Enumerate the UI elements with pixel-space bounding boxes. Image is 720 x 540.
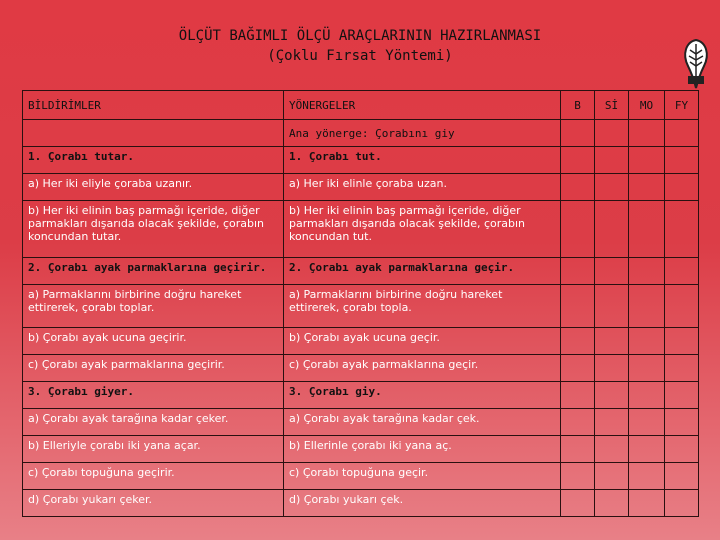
score-cell[interactable] (629, 355, 665, 382)
score-cell[interactable] (595, 490, 629, 517)
score-cell[interactable] (629, 285, 665, 328)
yonerge-cell: a) Çorabı ayak tarağına kadar çek. (284, 409, 561, 436)
bildirim-cell: a) Her iki eliyle çoraba uzanır. (23, 174, 284, 201)
score-cell[interactable] (595, 120, 629, 147)
table-row (23, 147, 699, 174)
bildirim-cell: c) Çorabı topuğuna geçirir. (23, 463, 284, 490)
score-cell[interactable] (629, 490, 665, 517)
score-cell[interactable] (665, 147, 699, 174)
score-cell[interactable] (561, 382, 595, 409)
bildirim-cell: a) Çorabı ayak tarağına kadar çeker. (23, 409, 284, 436)
table-row (23, 258, 699, 285)
score-cell[interactable] (665, 463, 699, 490)
bildirim-cell: b) Çorabı ayak ucuna geçirir. (23, 328, 284, 355)
score-cell[interactable] (665, 355, 699, 382)
score-cell[interactable] (561, 285, 595, 328)
table-row (23, 463, 699, 490)
table-row (23, 409, 699, 436)
score-cell[interactable] (595, 355, 629, 382)
score-cell[interactable] (629, 436, 665, 463)
score-cell[interactable] (561, 463, 595, 490)
score-cell[interactable] (595, 382, 629, 409)
score-cell[interactable] (629, 382, 665, 409)
score-cell[interactable] (665, 201, 699, 258)
yonerge-cell: a) Parmaklarını birbirine doğru hareket ettirerek, çorabı topla. (284, 285, 561, 328)
score-cell[interactable] (561, 409, 595, 436)
score-cell[interactable] (561, 355, 595, 382)
score-cell[interactable] (665, 285, 699, 328)
score-cell[interactable] (665, 490, 699, 517)
score-cell[interactable] (629, 258, 665, 285)
score-cell[interactable] (665, 328, 699, 355)
score-cell[interactable] (561, 201, 595, 258)
score-cell[interactable] (561, 147, 595, 174)
table-row (23, 436, 699, 463)
header-row (23, 91, 699, 120)
quill-pen-icon (676, 36, 716, 92)
score-cell[interactable] (665, 436, 699, 463)
yonerge-cell: c) Çorabı topuğuna geçir. (284, 463, 561, 490)
table-row (23, 201, 699, 258)
yonerge-cell: a) Her iki elinle çoraba uzan. (284, 174, 561, 201)
yonerge-cell: d) Çorabı yukarı çek. (284, 490, 561, 517)
score-cell[interactable] (629, 409, 665, 436)
header-si: Sİ (595, 91, 629, 120)
score-cell[interactable] (561, 174, 595, 201)
score-cell[interactable] (595, 147, 629, 174)
score-cell[interactable] (629, 328, 665, 355)
header-fy: FY (665, 91, 699, 120)
score-cell[interactable] (665, 174, 699, 201)
yonerge-cell: c) Çorabı ayak parmaklarına geçir. (284, 355, 561, 382)
header-bildirimler: BİLDİRİMLER (23, 91, 284, 120)
bildirim-cell: b) Her iki elinin baş parmağı içeride, diğer parmakları dışarıda olacak şekilde, çorabın koncundan tutar. (23, 201, 284, 258)
header-b: B (561, 91, 595, 120)
score-cell[interactable] (561, 120, 595, 147)
score-cell[interactable] (629, 174, 665, 201)
score-cell[interactable] (595, 174, 629, 201)
yonerge-cell: b) Her iki elinin baş parmağı içeride, diğer parmakları dışarıda olacak şekilde, çorabın koncundan tut. (284, 201, 561, 258)
yonerge-cell: 3. Çorabı giy. (284, 382, 561, 409)
header-yonergeler: YÖNERGELER (284, 91, 561, 120)
score-cell[interactable] (595, 436, 629, 463)
score-cell[interactable] (561, 328, 595, 355)
yonerge-cell: 2. Çorabı ayak parmaklarına geçir. (284, 258, 561, 285)
table-body (23, 147, 699, 517)
score-cell[interactable] (665, 382, 699, 409)
bildirim-cell: a) Parmaklarını birbirine doğru hareket ettirerek, çorabı toplar. (23, 285, 284, 328)
table-row (23, 382, 699, 409)
bildirim-cell: b) Elleriyle çorabı iki yana açar. (23, 436, 284, 463)
title-line-1: ÖLÇÜT BAĞIMLI ÖLÇÜ ARAÇLARININ HAZIRLANMASI (178, 28, 542, 44)
score-cell[interactable] (629, 463, 665, 490)
score-cell[interactable] (665, 258, 699, 285)
table-row (23, 490, 699, 517)
score-cell[interactable] (561, 258, 595, 285)
bildirim-cell: 1. Çorabı tutar. (23, 147, 284, 174)
table-row (23, 355, 699, 382)
main-instruction: Ana yönerge: Çorabını giy (284, 120, 561, 147)
header-mo: MO (629, 91, 665, 120)
score-cell[interactable] (629, 147, 665, 174)
score-cell[interactable] (561, 436, 595, 463)
table-row (23, 328, 699, 355)
score-cell[interactable] (665, 120, 699, 147)
score-cell[interactable] (595, 409, 629, 436)
score-cell[interactable] (595, 258, 629, 285)
score-cell[interactable] (561, 490, 595, 517)
page-title (0, 26, 720, 66)
table-row (23, 174, 699, 201)
bildirim-cell: d) Çorabı yukarı çeker. (23, 490, 284, 517)
checklist-table (22, 90, 699, 517)
score-cell[interactable] (629, 201, 665, 258)
score-cell[interactable] (595, 201, 629, 258)
empty-cell (23, 120, 284, 147)
score-cell[interactable] (595, 328, 629, 355)
score-cell[interactable] (629, 120, 665, 147)
score-cell[interactable] (595, 463, 629, 490)
bildirim-cell: 2. Çorabı ayak parmaklarına geçirir. (23, 258, 284, 285)
bildirim-cell: c) Çorabı ayak parmaklarına geçirir. (23, 355, 284, 382)
table-row (23, 285, 699, 328)
yonerge-cell: 1. Çorabı tut. (284, 147, 561, 174)
main-instruction-row (23, 120, 699, 147)
score-cell[interactable] (595, 285, 629, 328)
score-cell[interactable] (665, 409, 699, 436)
title-line-2: (Çoklu Fırsat Yöntemi) (267, 48, 453, 64)
yonerge-cell: b) Çorabı ayak ucuna geçir. (284, 328, 561, 355)
bildirim-cell: 3. Çorabı giyer. (23, 382, 284, 409)
yonerge-cell: b) Ellerinle çorabı iki yana aç. (284, 436, 561, 463)
